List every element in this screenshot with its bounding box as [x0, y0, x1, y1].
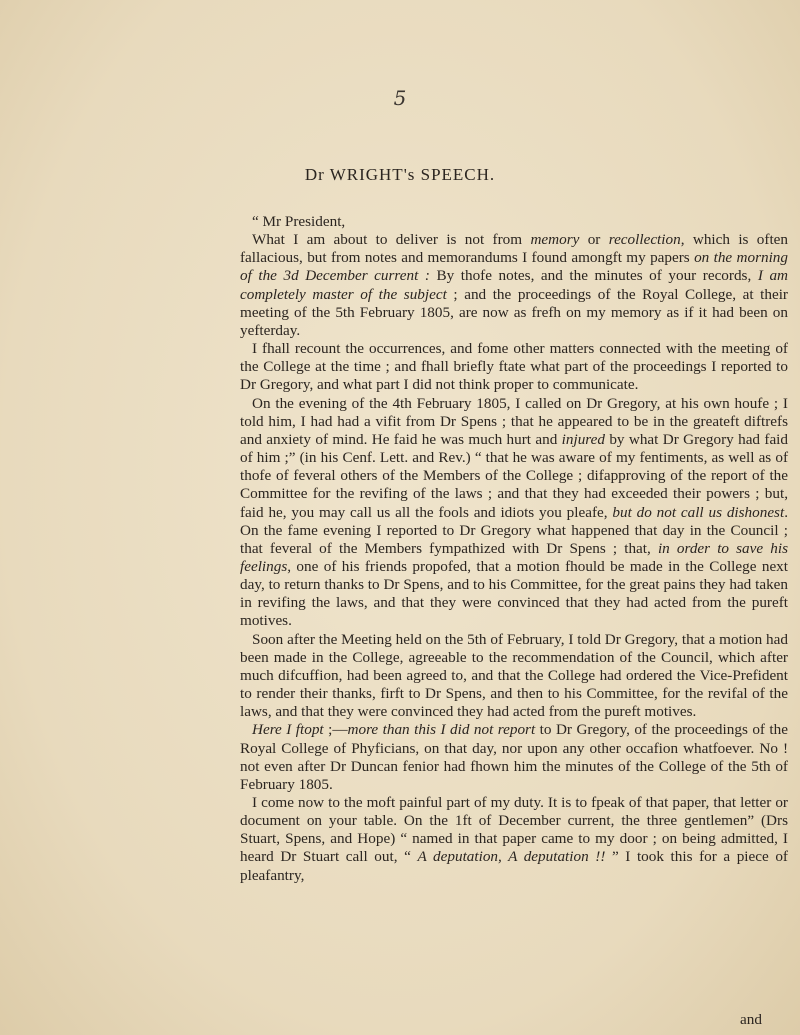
text-run: ” I took this for a piece of pleafantry, [240, 848, 788, 884]
text-run: I come now to the moft painful part of my duty. It is to fpeak of that paper, that letter or document on your table. On the 1ft of December current, the three gentlemen” (Drs Stuart, Spens, and Hope) “ named in that paper came to my door ; on being admitted, I heard Dr Stuart call out, “ [240, 794, 788, 866]
italic-run: Here I ftopt [252, 721, 324, 739]
paragraph [240, 631, 788, 722]
italic-run: I am completely master of the subject [240, 267, 789, 303]
text-run: , which is often fallacious, but from notes and memorandums I found amongft my papers [240, 231, 789, 267]
text-run: or [579, 231, 609, 249]
text-run: Soon after the Meeting held on the 5th of February, I told Dr Gregory, that a motion had been made in the College, agreeable to the recommendation of the Council, which after much difcuffion, had been agreed to, and that the College had ordered the Vice-Prefident to render their thanks, firft to Dr Spens, and then to his Committee, for the revifal of the laws, and that they were convinced they had acted from the pureft motives. [240, 630, 788, 721]
text-run: to Dr Gregory, of the proceedings of the Royal College of Phyficians, on that day, nor upon any other occafion whatfoever. No ! not even after Dr Duncan fenior had fhown him the minutes of the College of the 5th of February 1805. [240, 721, 788, 793]
italic-run: in order to save his feelings [240, 539, 788, 575]
italic-run: injured [561, 430, 605, 448]
text-run: I fhall recount the occurrences, and fome other matters connected with the meeting of the College at the time ; and fhall briefly ftate what part of the proceedings I reported to Dr Gregory, and what part I did not think proper to communicate. [240, 340, 788, 394]
italic-run: recollection [608, 231, 681, 249]
salutation: “ Mr President, [252, 213, 346, 230]
speech-title: Dr WRIGHT's SPEECH. [304, 165, 496, 184]
italic-run: on the morning of the 3d December current : [240, 249, 788, 285]
paragraph [240, 721, 788, 794]
italic-run: more than this I did not report [347, 721, 536, 739]
paragraph [240, 231, 788, 340]
italic-run: A deputation, A deputation !! [417, 848, 606, 866]
text-run: On the evening of the 4th February 1805, I called on Dr Gregory, at his own houfe ; I told him, I had had a vifit from Dr Spens ; that he appeared to be in the greateft diftrefs and anxiety of mind. He faid he was much hurt and [240, 394, 788, 448]
catchword: and [740, 1011, 762, 1028]
paragraph [240, 395, 788, 631]
italic-run: memory [530, 231, 580, 249]
text-run: What I am about to deliver is not from [252, 231, 531, 249]
text-run: ;— [323, 721, 348, 739]
text-run: . On the fame evening I reported to Dr Gregory what happened that day in the Council ; that feveral of the Members fympathized with Dr Spens ; that, [240, 503, 788, 557]
paragraph [240, 340, 788, 394]
speech-body [240, 213, 788, 885]
paragraphs [240, 231, 788, 885]
page-number: 5 [393, 86, 407, 110]
italic-run: but do not call us dishonest [612, 503, 785, 521]
text-run: by what Dr Gregory had faid of him ;” (in his Cenf. Lett. and Rev.) “ that he was aware of my fentiments, as well as of thofe of feveral others of the Members of the College ; difapproving of the report of the Committee for the revifing of the laws ; and that they had exceeded their powers ; but, faid he, you may call us all the fools and idiots you pleafe, [240, 430, 788, 521]
paragraph [240, 794, 788, 885]
text-run: By thofe notes, and the minutes of your records, [429, 267, 758, 285]
text-run: , one of his friends propofed, that a motion fhould be made in the College next day, to return thanks to Dr Spens, and to his Committee, for the great pains they had taken in revifing the laws, and that they were convinced that they had acted from the pureft motives. [240, 557, 788, 630]
text-run: ; and the proceedings of the Royal College, at their meeting of the 5th February 1805, are now as frefh on my memory as if it had been on yefterday. [240, 285, 788, 339]
